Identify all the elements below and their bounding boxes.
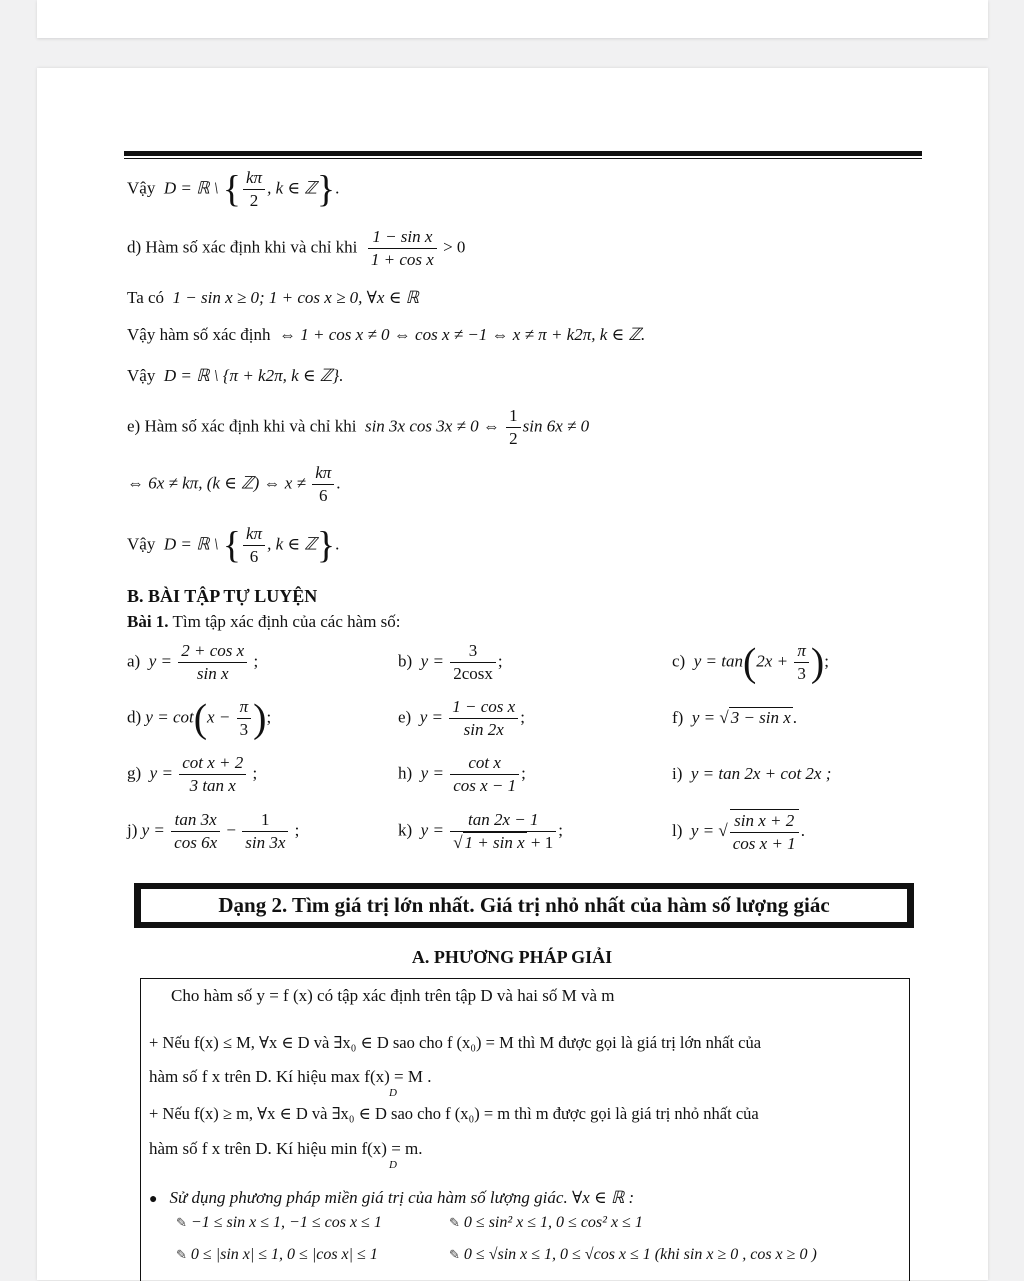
bullet-icon: ● [149, 1192, 158, 1207]
section-c-conclusion: Vậy D = ℝ \ { $\frac{k\pi}{2}$ , k ∈ ℤ}. [127, 168, 340, 211]
method-box [140, 978, 910, 1281]
range-abs-sin-cos: ✎ 0 ≤ |sin x| ≤ 1, 0 ≤ |cos x| ≤ 1 [176, 1246, 378, 1263]
section-d-conclusion: Vậy D = ℝ \ {π + k2π, k ∈ ℤ}. [127, 366, 344, 385]
method-line-3: hàm số f x trên D. Kí hiệu max f(x) = M . D [149, 1066, 431, 1088]
section-e-intro: e) Hàm số xác định khi và chỉ khi sin 3x cos 3x ≠ 0 ⇔ $\frac{1}{2}$ sin 6x ≠ 0 [127, 406, 590, 448]
pencil-icon: ✎ [449, 1215, 460, 1230]
method-bullet: ● Sử dụng phương pháp miền giá trị của hàm số lượng giác. ∀x ∈ ℝ : [149, 1188, 635, 1207]
header-rule-thick [124, 151, 922, 156]
exercise-k: k) y = $\frac{\tan 2x - 1}{\text{√ 1 + sin x + 1}}$ ; [398, 810, 563, 852]
header-rule-thin [124, 158, 922, 159]
exercise-a: a) y = $\frac{\text{2 + cos x}}{\text{sin x}}$ ; [127, 641, 259, 683]
method-line-2: + Nếu f(x) ≤ M, ∀x ∈ D và ∃x₀ ∈ D sao cho f (x₀) = M thì M được gọi là giá trị lớn nhất của [149, 1033, 762, 1052]
exercise-b: b) y = $\frac{3}{2\cos x}$ ; [398, 641, 503, 683]
exercise-c: c) y = tan(2x + $\frac{\pi}{3}$ ); [672, 639, 829, 685]
section-e-equiv: ⇔ 6x ≠ kπ, (k ∈ ℤ) ⇔ x ≠ $\frac{k\pi}{6}$ . [127, 463, 341, 505]
range-sqrt-sin-cos: ✎ 0 ≤ √sin x ≤ 1, 0 ≤ √cos x ≤ 1 (khi sin x ≥ 0 , cos x ≥ 0 ) [449, 1246, 817, 1263]
pencil-icon: ✎ [176, 1247, 187, 1262]
pencil-icon: ✎ [449, 1247, 460, 1262]
previous-page-edge [37, 0, 988, 38]
method-line-5: hàm số f x trên D. Kí hiệu min f(x) = m. D [149, 1138, 423, 1160]
exercise-e: e) y = $\frac{\text{1 − cos x}}{\sin 2x}$ ; [398, 697, 525, 739]
pencil-icon: ✎ [176, 1215, 187, 1230]
exercise-i: i) y = tan 2x + cot 2x ; [672, 764, 832, 783]
bai-1-statement: Bài 1. Tìm tập xác định của các hàm số: [127, 612, 401, 631]
method-title: A. PHƯƠNG PHÁP GIẢI [411, 947, 613, 967]
section-d-ta-co: Ta có 1 − sin x ≥ 0; 1 + cos x ≥ 0, ∀x ∈ ℝ [127, 288, 420, 307]
dang-2-title-box [134, 883, 914, 928]
method-line-4: + Nếu f(x) ≥ m, ∀x ∈ D và ∃x₀ ∈ D sao cho f (x₀) = m thì m được gọi là giá trị nhỏ nhất của [149, 1104, 759, 1123]
range-sin-cos: ✎ −1 ≤ sin x ≤ 1, −1 ≤ cos x ≤ 1 [176, 1214, 382, 1231]
method-line-1: Cho hàm số y = f (x) có tập xác định trên tập D và hai số M và m [171, 986, 615, 1005]
exercises-heading: B. BÀI TẬP TỰ LUYỆN [127, 586, 318, 606]
range-sin2-cos2: ✎ 0 ≤ sin² x ≤ 1, 0 ≤ cos² x ≤ 1 [449, 1214, 643, 1231]
exercise-d: d) y = cot(x − $\frac{\pi}{3}$ ); [127, 695, 272, 741]
exercise-f: f) y = √ 3 − sin x . [672, 708, 798, 727]
exercise-g: g) y = $\frac{\text{cot x + 2}}{\text{3 tan x}}$ ; [127, 753, 258, 795]
dang-2-title: Dạng 2. Tìm giá trị lớn nhất. Giá trị nhỏ nhất của hàm số lượng giác [140, 888, 908, 923]
section-e-conclusion: Vậy D = ℝ \ { $\frac{k\pi}{6}$ , k ∈ ℤ}. [127, 524, 340, 567]
max-subscript: D [389, 1087, 397, 1099]
exercise-j: j) y = $\frac{\tan 3x}{\cos 6x}$ − $\frac{1}{\sin 3x}$ ; [127, 810, 300, 852]
exercise-l: l) y = √ $\frac{\text{sin x + 2}}{\text{cos x + 1}}$ . [672, 811, 805, 853]
section-d-intro: d) Hàm số xác định khi và chỉ khi $\frac{\text{1 − sin x}}{\text{1 + cos x}}$ > 0 [127, 227, 466, 269]
section-d-xd: Vậy hàm số xác định ⇔ 1 + cos x ≠ 0 ⇔ cos x ≠ −1 ⇔ x ≠ π + k2π, k ∈ ℤ. [127, 325, 646, 344]
exercise-h: h) y = $\frac{\text{cot x}}{\text{cos x − 1}}$ ; [398, 753, 526, 795]
min-subscript: D [389, 1159, 397, 1171]
